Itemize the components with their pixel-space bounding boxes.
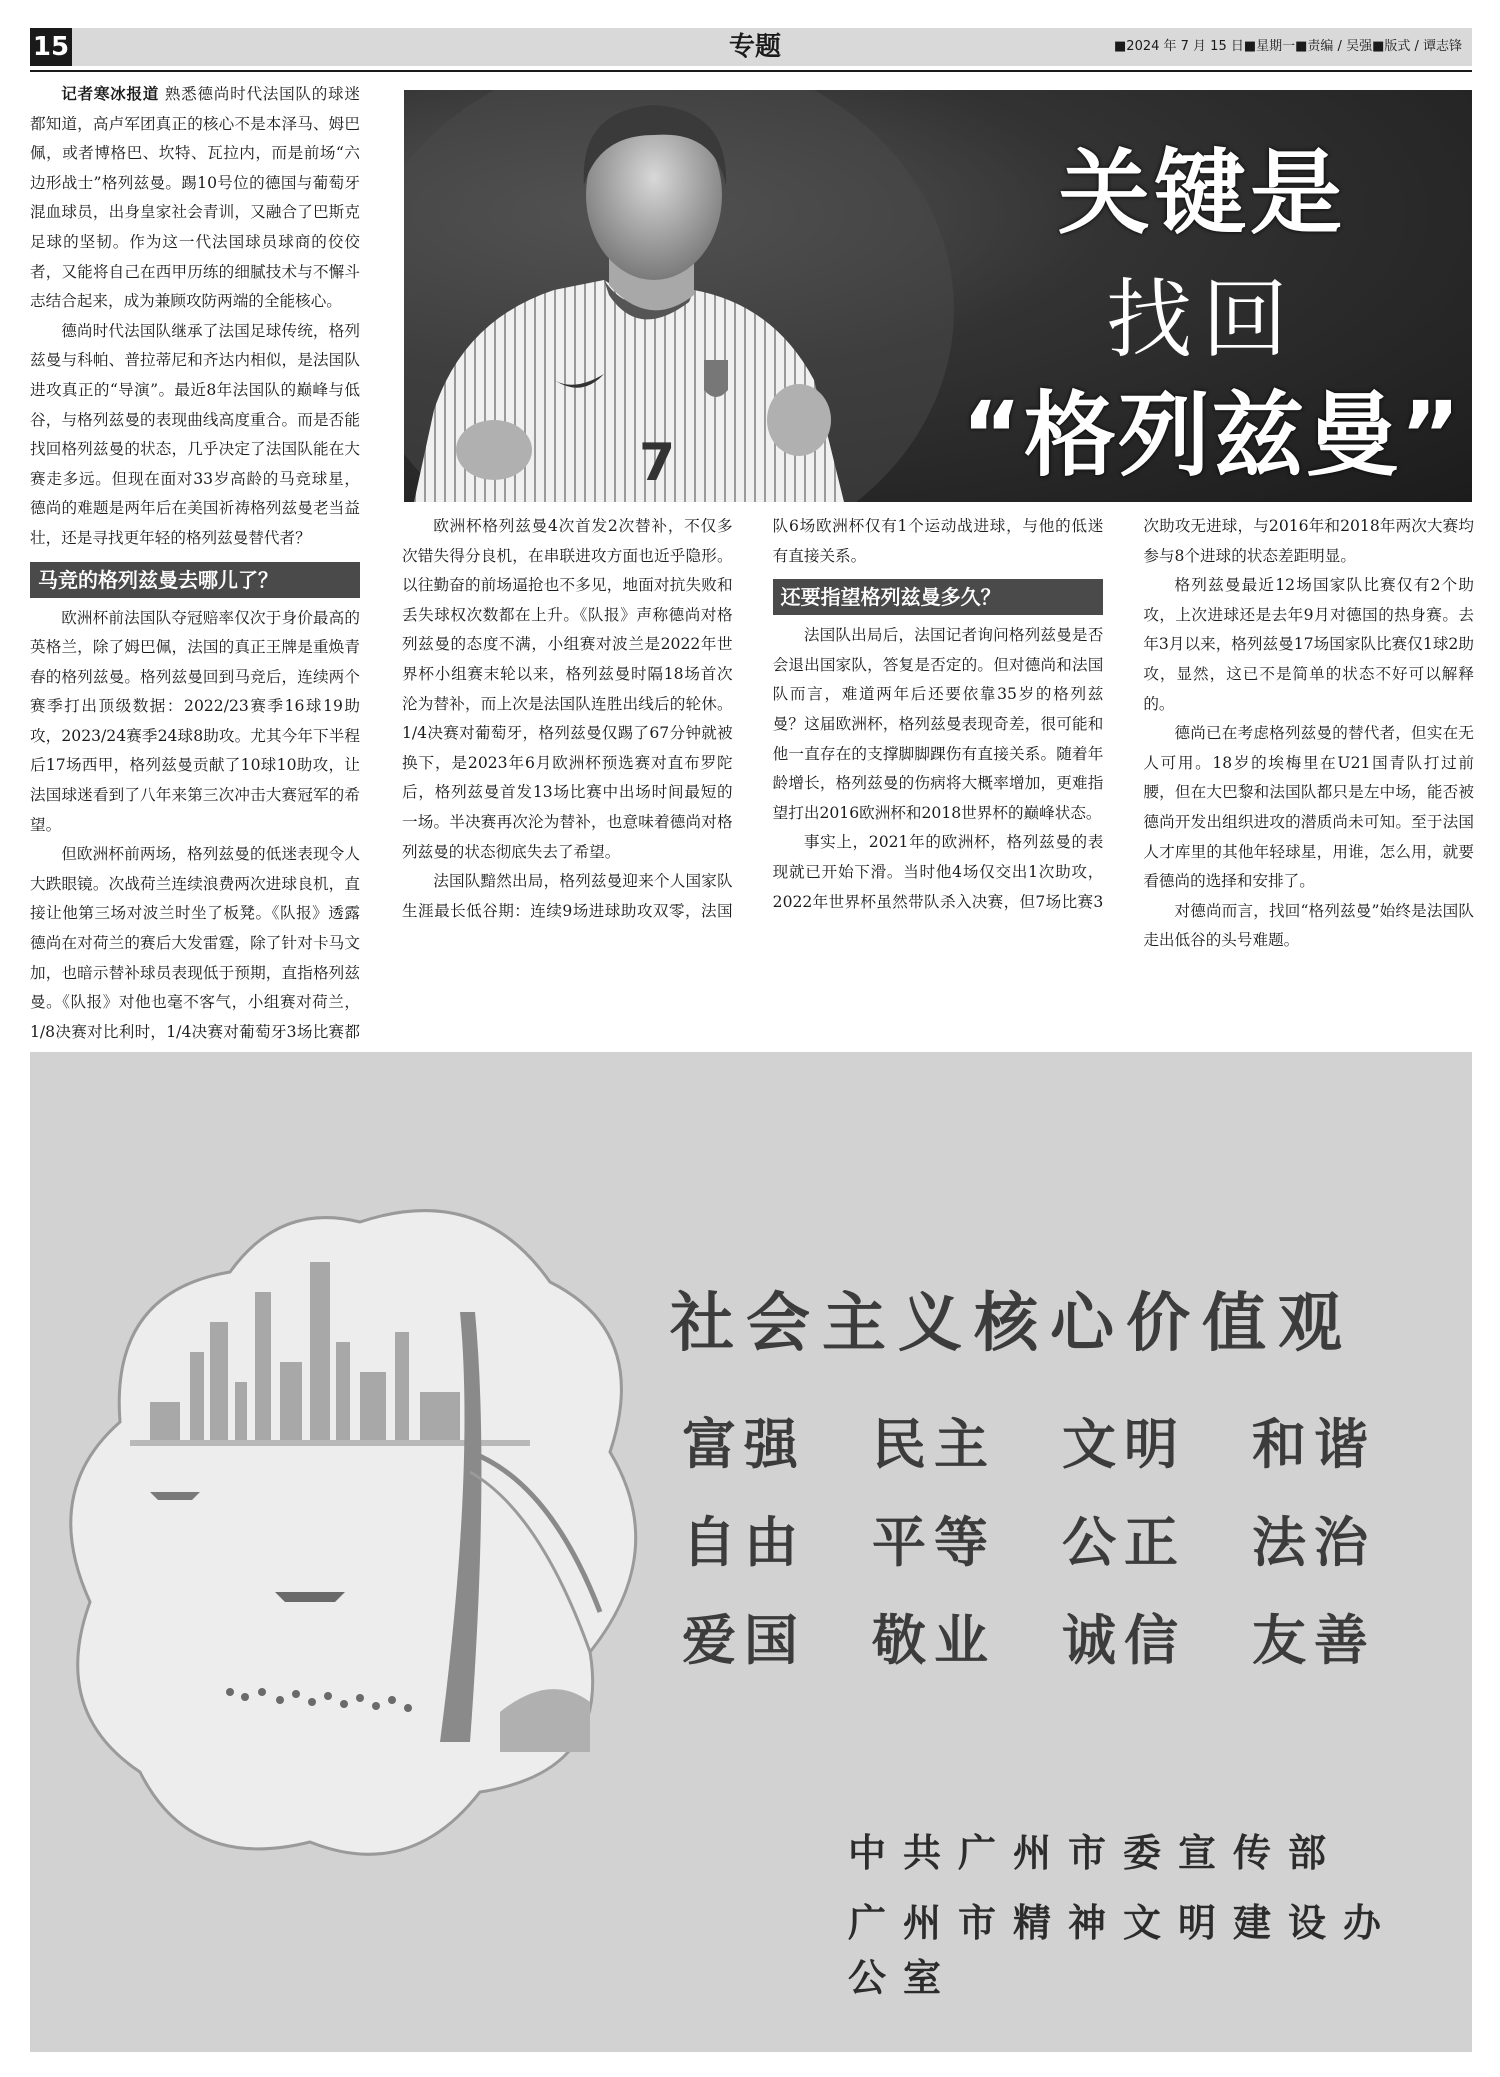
page-header (30, 28, 1472, 66)
article-paragraph: 事实上，2021年的欧洲杯，格列兹曼的表现就已开始下滑。当时他4场仅交出1次助攻，2022年世界杯虽然带队杀入决赛，但7场比赛3次助攻无进球，与2016年和2018年两次大赛均参与8个进球的状态差距明显。 (772, 517, 1474, 911)
header-rule (30, 70, 1472, 72)
values-row (682, 1500, 1442, 1598)
core-values-grid (682, 1402, 1442, 1696)
sponsor-line-2: 广州市精神文明建设办公室 (848, 1901, 1399, 2000)
public-service-ad (30, 1052, 1472, 2052)
headline (952, 90, 1472, 502)
issue-meta: ■2024 年 7 月 15 日■星期一■责编 / 吴强■版式 / 谭志锋 (1114, 39, 1462, 54)
svg-text:7: 7 (639, 433, 676, 493)
page-number: 15 (30, 28, 72, 66)
article-paragraph: 德尚时代法国队继承了法国足球传统，格列兹曼与科帕、普拉蒂尼和齐达内相似，是法国队进攻真正的“导演”。最近8年法国队的巅峰与低谷，与格列兹曼的表现曲线高度重合。而是否能找回格列兹曼的状态，几乎决定了法国队能在大赛走多远。但现在面对33岁高龄的马竞球星，德尚的难题是两年后在美国祈祷格列兹曼老当益壮，还是寻找更年轻的格列兹曼替代者？ (30, 321, 360, 547)
value-item: 公正 (1062, 1510, 1186, 1574)
values-row (682, 1598, 1442, 1696)
ad-title: 社会主义核心价值观 (670, 1287, 1354, 1361)
value-item: 友善 (1252, 1608, 1376, 1672)
hero-photo (404, 90, 1472, 502)
section-title: 专题 (728, 32, 781, 62)
article-paragraph: 德尚已在考虑格列兹曼的替代者，但实在无人可用。18岁的埃梅里在U21国青队打过前腰，但在大巴黎和法国队都只是左中场，能否被德尚开发出组织进攻的潜质尚未可知。至于法国人才库里的其他年轻球星，用谁，怎么用，就要看德尚的选择和安排了。 (1143, 724, 1474, 891)
article-paragraph: 法国队出局后，法国记者询问格列兹曼是否会退出国家队，答复是否定的。但对德尚和法国队而言，难道两年后还要依靠35岁的格列兹曼？这届欧洲杯，格列兹曼表现奇差，很可能和他一直存在的支撑脚脚踝伤有直接关系。随着年龄增长，格列兹曼的伤病将大概率增加，更难指望打出2016欧洲杯和2018世界杯的巅峰状态。 (772, 626, 1104, 822)
article-paragraph: 但欧洲杯前两场，格列兹曼的低迷表现令人大跌眼镜。次战荷兰连续浪费两次进球良机，直接让他第三场对波兰时坐了板凳。《队报》透露德尚在对荷兰的赛后大发雷霆，除了针对卡马文加，也暗示替补球员表现低于预期，直指格列兹曼。《队报》对他也毫不客气，小组赛对荷兰，1/8决赛对比利时，1/4决赛对葡萄牙3场比赛都 (30, 845, 360, 1041)
value-item: 平等 (872, 1510, 996, 1574)
headline-line-2: 找回 (1106, 270, 1298, 370)
article-columns-2-4 (402, 512, 1474, 1032)
byline: 记者寒冰报道 (61, 85, 160, 103)
article-paragraph: 欧洲杯格列兹曼4次首发2次替补，不仅多次错失得分良机，在串联进攻方面也近乎隐形。以往勤奋的前场逼抢也不多见，地面对抗失败和丢失球权次数都在上升。《队报》声称德尚对格列兹曼的态度不满，小组赛对波兰是2022年世界杯小组赛末轮以来，格列兹曼时隔18场首次沦为替补，而上次是法国队连胜出线后的轮休。1/4决赛对葡萄牙，格列兹曼仅踢了67分钟就被换下，是2023年6月欧洲杯预选赛对直布罗陀后，格列兹曼首发13场比赛中出场时间最短的一场。半决赛再次沦为替补，也意味着德尚对格列兹曼的状态彻底失去了希望。 (402, 517, 733, 861)
subhead-how-long: 还要指望格列兹曼多久？ (773, 579, 1104, 615)
subhead-madrid: 马竞的格列兹曼去哪儿了？ (30, 562, 360, 598)
value-item: 自由 (682, 1510, 806, 1574)
sponsor-line-1: 中共广州市委宣传部 (848, 1831, 1344, 1875)
value-item: 法治 (1252, 1510, 1376, 1574)
value-item: 富强 (682, 1412, 806, 1476)
value-item: 和谐 (1252, 1412, 1376, 1476)
article-paragraph: 格列兹曼最近12场国家队比赛仅有2个助攻，上次进球还是去年9月对德国的热身赛。去年3月以来，格列兹曼17场国家队比赛仅1球2助攻，显然，这已不是简单的状态不好可以解释的。 (1143, 576, 1474, 713)
value-item: 敬业 (872, 1608, 996, 1672)
value-item: 文明 (1062, 1412, 1186, 1476)
article-paragraph: 对德尚而言，找回“格列兹曼”始终是法国队走出低谷的头号难题。 (1143, 901, 1474, 950)
article-paragraph: 欧洲杯前法国队夺冠赔率仅次于身价最高的英格兰，除了姆巴佩，法国的真正王牌是重焕青春的格列兹曼。格列兹曼回到马竞后，连续两个赛季打出顶级数据：2022/23赛季16球19助攻，2023/24赛季24球8助攻。尤其今年下半程后17场西甲，格列兹曼贡献了10球10助攻，让法国球迷看到了八年来第三次冲击大赛冠军的希望。 (30, 608, 360, 834)
headline-line-1: 关键是 (1057, 140, 1346, 247)
article-paragraph: 法国队黯然出局，格列兹曼迎来个人国家队生涯最长低谷期：连续9场进球助攻双零，法国队6场欧洲杯仅有1个运动战进球，与他的低迷有直接关系。 (402, 517, 1104, 920)
article-column-1 (30, 80, 360, 1077)
headline-line-3: “格列兹曼” (961, 382, 1463, 489)
values-row (682, 1402, 1442, 1500)
value-item: 诚信 (1062, 1608, 1186, 1672)
value-item: 民主 (872, 1412, 996, 1476)
article-paragraph: 记者寒冰报道 熟悉德尚时代法国队的球迷都知道，高卢军团真正的核心不是本泽马、姆巴佩，或者博格巴、坎特、瓦拉内，而是前场“六边形战士”格列兹曼。踢10号位的德国与葡萄牙混血球员，出身皇家社会青训，又融合了巴斯克足球的坚韧。作为这一代法国球员球商的佼佼者，又能将自己在西甲历练的细腻技术与不懈斗志结合起来，成为兼顾攻防两端的全能核心。 (30, 85, 360, 311)
value-item: 爱国 (682, 1608, 806, 1672)
